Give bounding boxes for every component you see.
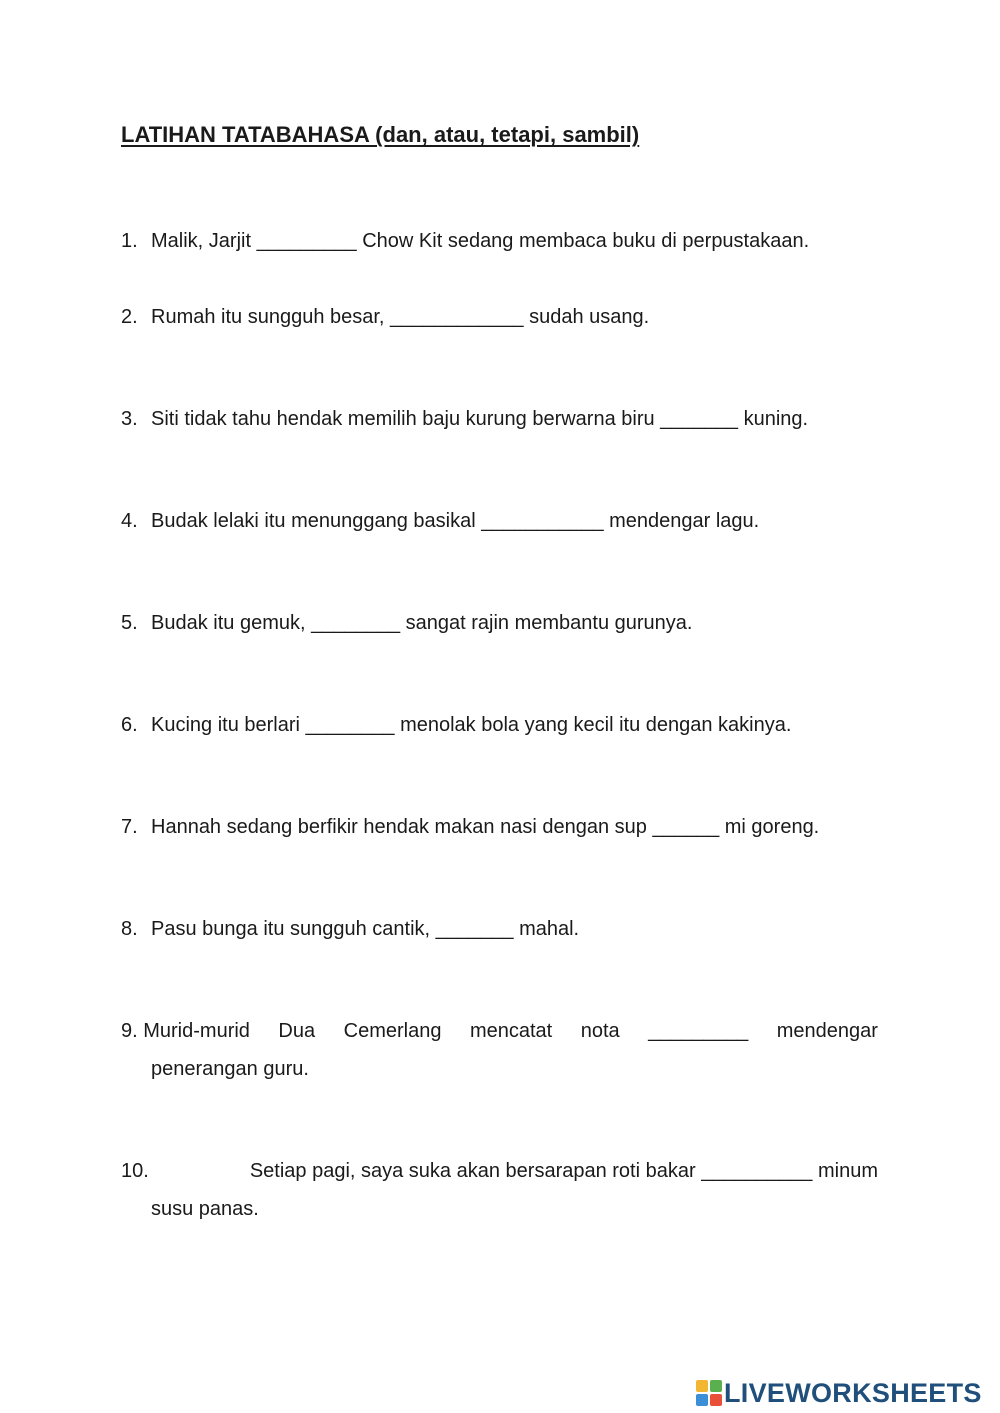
question-continuation: penerangan guru. <box>151 1058 309 1080</box>
question-number: 1. <box>121 230 138 252</box>
logo-blocks-icon <box>696 1380 722 1406</box>
question-word: nota <box>580 1020 620 1042</box>
question-1 <box>121 222 878 260</box>
worksheet-title: LATIHAN TATABAHASA (dan, atau, tetapi, sambil) <box>121 122 640 147</box>
question-number: 3. <box>121 408 138 430</box>
question-word: mencatat <box>469 1020 553 1042</box>
question-number: 2. <box>121 306 138 328</box>
question-line <box>121 1012 878 1050</box>
question-word: 9. Murid-murid <box>121 1020 250 1042</box>
question-2 <box>121 298 878 336</box>
logo-block <box>710 1394 722 1406</box>
question-text: Malik, Jarjit _________ Chow Kit sedang membaca buku di perpustakaan. <box>151 230 810 252</box>
logo-block <box>696 1380 708 1392</box>
question-continuation: susu panas. <box>151 1198 259 1220</box>
question-7 <box>121 808 878 846</box>
logo-block <box>696 1394 708 1406</box>
question-9 <box>121 1012 878 1088</box>
question-word: Dua <box>278 1020 316 1042</box>
question-10 <box>121 1152 878 1228</box>
question-8 <box>121 910 878 948</box>
question-number: 7. <box>121 816 138 838</box>
logo-block <box>710 1380 722 1392</box>
question-6 <box>121 706 878 744</box>
question-word: mendengar <box>776 1020 878 1042</box>
answer-blank: _________ <box>648 1020 749 1042</box>
liveworksheets-logo <box>696 1378 982 1408</box>
question-line <box>121 1152 878 1190</box>
question-text: Pasu bunga itu sungguh cantik, _______ mahal. <box>151 918 580 940</box>
question-number: 8. <box>121 918 138 940</box>
question-number: 6. <box>121 714 138 736</box>
question-text: Kucing itu berlari ________ menolak bola yang kecil itu dengan kakinya. <box>151 714 792 736</box>
question-text: Siti tidak tahu hendak memilih baju kurung berwarna biru _______ kuning. <box>151 408 809 430</box>
question-text: Budak itu gemuk, ________ sangat rajin membantu gurunya. <box>151 612 693 634</box>
question-number: 10. <box>121 1160 149 1182</box>
question-4 <box>121 502 878 540</box>
question-text: Rumah itu sungguh besar, ____________ sudah usang. <box>151 306 650 328</box>
question-5 <box>121 604 878 642</box>
question-text: Budak lelaki itu menunggang basikal ___________ mendengar lagu. <box>151 510 760 532</box>
question-text: Hannah sedang berfikir hendak makan nasi dengan sup ______ mi goreng. <box>151 816 820 838</box>
logo-text: LIVEWORKSHEETS <box>724 1377 982 1408</box>
question-3 <box>121 400 878 438</box>
question-word: Cemerlang <box>343 1020 442 1042</box>
question-text: Setiap pagi, saya suka akan bersarapan roti bakar __________ minum <box>249 1160 878 1182</box>
question-number: 5. <box>121 612 138 634</box>
question-number: 4. <box>121 510 138 532</box>
